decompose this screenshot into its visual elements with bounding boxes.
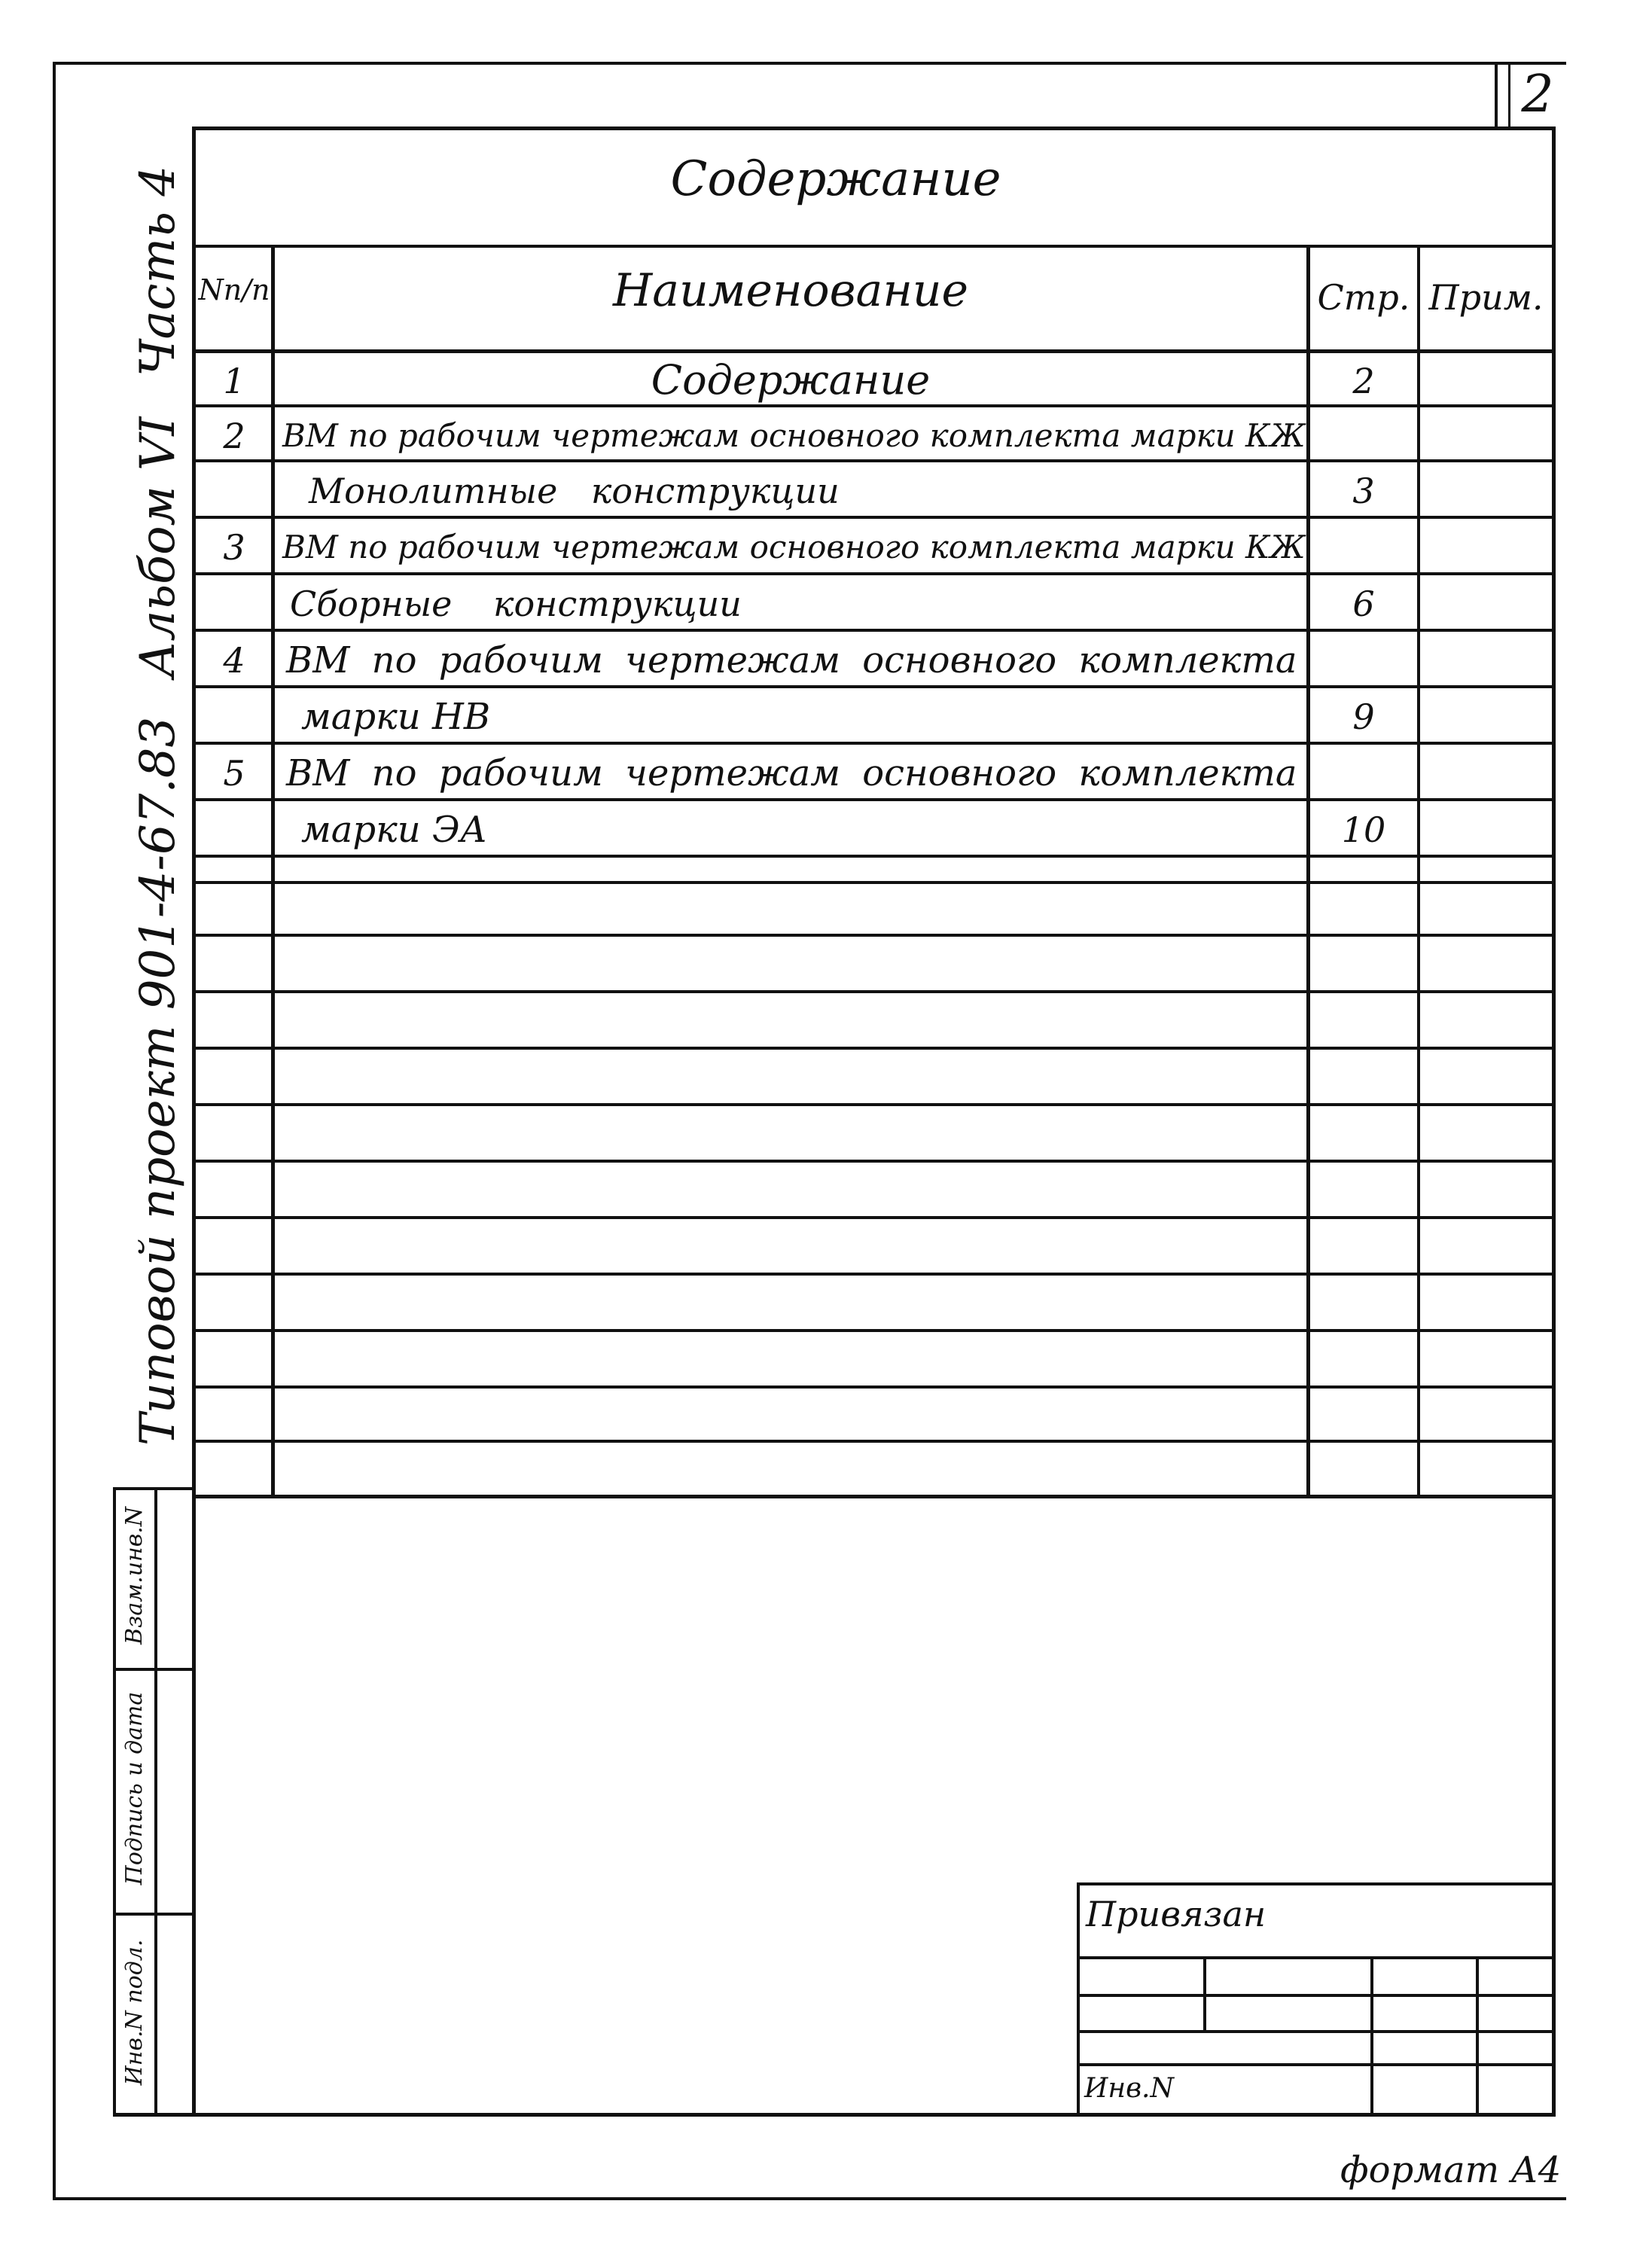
- row-name: ВМ по рабочим чертежам основного комплекта: [286, 639, 1297, 681]
- stamp-inv-n: Инв.N: [1084, 2073, 1175, 2104]
- frame-left: [192, 127, 196, 2116]
- outer-frame-top: [53, 62, 1566, 65]
- row-page: 9: [1352, 697, 1375, 737]
- header-name: Наименование: [612, 264, 968, 317]
- header-num: Nп/п: [198, 273, 270, 306]
- margin-inv-podl: Инв.N подл.: [121, 1939, 148, 2086]
- row-name: Содержание: [651, 356, 931, 404]
- contents-title: Содержание: [670, 151, 1001, 207]
- header-bottom-line: [192, 349, 1555, 353]
- frame-top: [192, 127, 1555, 130]
- row-name: марки ЭА: [301, 809, 488, 851]
- sheet-num-box-left: [1495, 62, 1498, 128]
- col-line-3: [1417, 245, 1420, 1496]
- row-num: 5: [223, 753, 245, 794]
- sheet-number: 2: [1521, 65, 1554, 124]
- row-name: Монолитные конструкции: [309, 471, 840, 511]
- margin-vzam-inv: Взам.инв.N: [121, 1506, 148, 1645]
- outer-frame-bottom: [53, 2197, 1566, 2200]
- title-bottom-line: [192, 245, 1555, 248]
- row-name: Сборные конструкции: [290, 584, 742, 624]
- margin-podpis-data: Подпись и дата: [121, 1691, 148, 1885]
- side-caption-project: Типовой проект 901-4-67.83: [130, 716, 186, 1446]
- row-name: марки НВ: [301, 696, 491, 738]
- row-page: 2: [1352, 361, 1375, 401]
- row-name: ВМ по рабочим чертежам основного комплекта марки КЖ: [282, 529, 1306, 565]
- row-num: 3: [223, 527, 245, 568]
- side-caption-part: Часть 4: [130, 165, 186, 376]
- col-line-1: [271, 245, 275, 1496]
- row-num: 2: [223, 416, 245, 456]
- stamp-privyazan: Привязан: [1086, 1894, 1267, 1934]
- side-caption-album: Альбом VI: [130, 416, 186, 678]
- header-page: Стр.: [1317, 277, 1410, 318]
- row-num: 1: [223, 361, 245, 401]
- header-note: Прим.: [1428, 277, 1544, 318]
- row-page: 6: [1352, 584, 1375, 624]
- outer-frame-left: [53, 62, 56, 2199]
- sheet-num-box-left2: [1508, 62, 1510, 128]
- frame-bottom: [113, 2113, 1556, 2117]
- row-page: 10: [1341, 809, 1386, 850]
- row-num: 4: [223, 640, 245, 681]
- row-name: ВМ по рабочим чертежам основного комплекта: [286, 752, 1297, 794]
- col-line-2: [1306, 245, 1310, 1496]
- row-name: ВМ по рабочим чертежам основного комплекта марки КЖ: [282, 417, 1306, 454]
- format-label: формат А4: [1340, 2149, 1562, 2191]
- frame-right: [1552, 127, 1556, 2116]
- row-page: 3: [1352, 471, 1375, 511]
